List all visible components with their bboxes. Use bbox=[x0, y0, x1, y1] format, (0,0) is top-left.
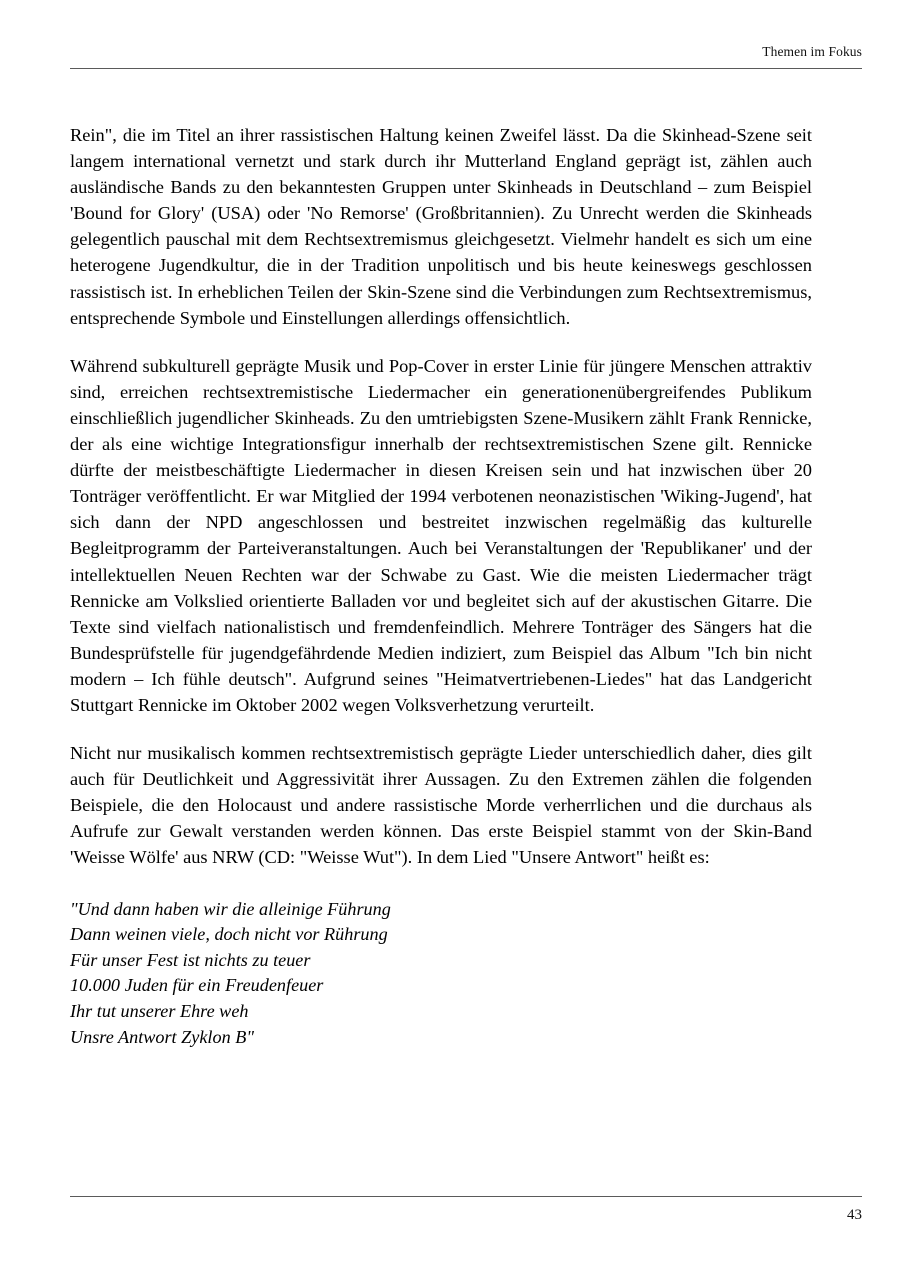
quote-line: Ihr tut unserer Ehre weh bbox=[70, 1000, 249, 1021]
header-divider bbox=[70, 68, 862, 69]
body-paragraph: Nicht nur musikalisch kommen rechtsextremistisch geprägte Lieder unterschiedlich daher, dies gilt auch für Deutlichkeit und Aggressivität ihrer Aussagen. Zu den Extremen zählen die folgenden Beispiele, die den Holocaust und andere rassistische Morde verherrlichen und die durchaus als Aufrufe zur Gewalt verstanden werden können. Das erste Beispiel stammt von der Skin-Band 'Weisse Wölfe' aus NRW (CD: "Weisse Wut"). In dem Lied "Unsere Antwort" heißt es: bbox=[70, 743, 812, 868]
quote-line: "Und dann haben wir die alleinige Führung bbox=[70, 898, 391, 919]
quote-line: 10.000 Juden für ein Freudenfeuer bbox=[70, 975, 324, 996]
song-quote-block bbox=[70, 897, 812, 1051]
quote-line: Für unser Fest ist nichts zu teuer bbox=[70, 949, 311, 970]
body-paragraph: Rein", die im Titel an ihrer rassistischen Haltung keinen Zweifel lässt. Da die Skinhead-Szene seit langem international vernetzt und stark durch ihr Mutterland England geprägt ist, zählen auch ausländische Bands zu den bekanntesten Gruppen unter Skinheads in Deutschland – zum Beispiel 'Bound for Glory' (USA) oder 'No Remorse' (Großbritannien). Zu Unrecht werden die Skinheads gelegentlich pauschal mit dem Rechtsextremismus gleichgesetzt. Vielmehr handelt es sich um eine heterogene Jugendkultur, die in der Tradition unpolitisch und bis heute keineswegs geschlossen rassistisch ist. In erheblichen Teilen der Skin-Szene sind die Verbindungen zum Rechtsextremismus, entsprechende Symbole und Einstellungen allerdings offensichtlich. bbox=[70, 125, 812, 328]
footer-divider bbox=[70, 1196, 862, 1197]
body-paragraph: Während subkulturell geprägte Musik und Pop-Cover in erster Linie für jüngere Menschen attraktiv sind, erreichen rechtsextremistische Liedermacher ein generationenübergreifendes Publikum einschließlich jugendlicher Skinheads. Zu den umtriebigsten Szene-Musikern zählt Frank Rennicke, der als eine wichtige Integrationsfigur innerhalb der rechtsextremistischen Szene gilt. Rennicke dürfte der meistbeschäftigte Liedermacher in diesen Kreisen sein und hat inzwischen über 20 Tonträger veröffentlicht. Er war Mitglied der 1994 verbotenen neonazistischen 'Wiking-Jugend', hat sich dann der NPD angeschlossen und bestreitet inzwischen regelmäßig das kulturelle Begleitprogramm der Parteiveranstaltungen. Auch bei Veranstaltungen der 'Republikaner' und der intellektuellen Neuen Rechten war der Schwabe zu Gast. Wie die meisten Liedermacher trägt Rennicke am Volkslied orientierte Balladen vor und begleitet sich auf der akustischen Gitarre. Die Texte sind vielfach nationalistisch und fremdenfeindlich. Mehrere Tonträger des Sängers hat die Bundesprüfstelle für jugendgefährdende Medien indiziert, zum Beispiel das Album "Ich bin nicht modern – Ich fühle deutsch". Aufgrund seines "Heimatvertriebenen-Liedes" hat das Landgericht Stuttgart Rennicke im Oktober 2002 wegen Volksverhetzung verurteilt. bbox=[70, 355, 812, 715]
running-header: Themen im Fokus bbox=[762, 44, 862, 59]
page-number: 43 bbox=[847, 1207, 862, 1223]
quote-line: Dann weinen viele, doch nicht vor Rührung bbox=[70, 924, 388, 945]
quote-line: Unsre Antwort Zyklon B" bbox=[70, 1026, 254, 1047]
page-body bbox=[70, 122, 812, 1050]
